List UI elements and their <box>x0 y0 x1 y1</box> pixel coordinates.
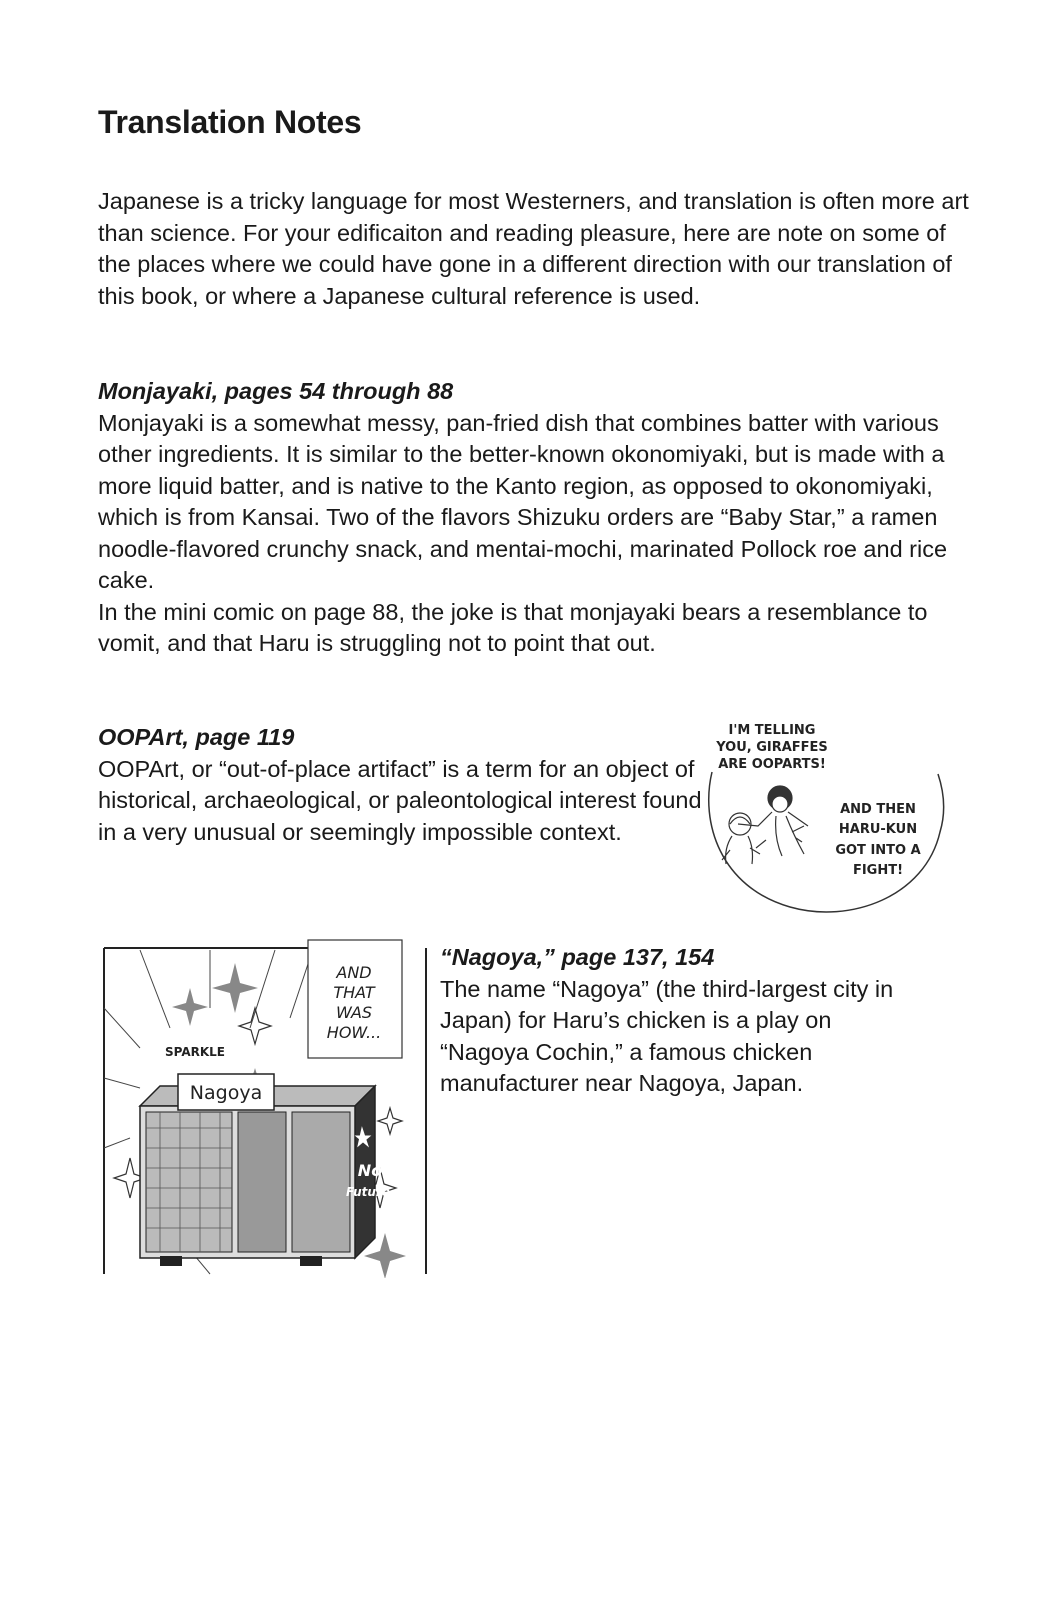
nagoya-comic-panel <box>100 938 430 1278</box>
note-paragraph: The name “Nagoya” (the third-largest city in Japan) for Haru’s chicken is a play on “Nagoya Cochin,” a famous chicken manufacturer near Nagoya, Japan. <box>440 975 894 1096</box>
speech-line: YOU, GIRAFFES <box>716 740 828 755</box>
note-oopart <box>98 722 708 848</box>
note-heading: Monjayaki, pages 54 through 88 <box>98 378 454 404</box>
intro-paragraph: Japanese is a tricky language for most Westerners, and translation is often more art than science. For your edificaiton and reading pleasure, here are note on some of the places where we could have gone in a different direction with our translation of this book, or where a Japanese cultural reference is used. <box>98 188 969 309</box>
caption-line: THAT <box>333 983 375 1002</box>
page-title: Translation Notes <box>98 104 362 140</box>
note-paragraph: In the mini comic on page 88, the joke is that monjayaki bears a resemblance to vomit, and that Haru is struggling not to point that out. <box>98 598 928 656</box>
speech-line: ARE OOPARTS! <box>718 757 826 772</box>
speech-line: AND THEN <box>840 802 916 817</box>
oopart-comic-illustration <box>700 712 950 927</box>
note-monjayaki <box>98 376 968 660</box>
note-paragraph: Monjayaki is a somewhat messy, pan-fried dish that combines batter with various other ingredients. It is similar to the better-known okonomiyaki, but is made with a more liquid batter, and is native to the Kanto region, as opposed to okonomiyaki, which is from Kansai. Two of the flavors Shizuku orders are “Baby Star,” a ramen noodle-flavored crunchy snack, and mentai-mochi, marinated Pollock roe and rice cake. <box>98 409 948 593</box>
note-nagoya <box>440 942 910 1100</box>
graffiti-text: No <box>357 1161 383 1180</box>
speech-line: FIGHT! <box>852 863 904 878</box>
speech-line: GOT INTO A <box>835 843 921 858</box>
speech-line: HARU-KUN <box>838 822 918 837</box>
sfx-text: SPARKLE <box>164 1045 226 1059</box>
nagoya-sign-text: Nagoya <box>189 1082 263 1104</box>
note-heading: OOPArt, page 119 <box>98 724 295 750</box>
chicken-coop-drawing <box>140 1086 390 1266</box>
graffiti-text: Future <box>346 1185 390 1199</box>
caption-line: AND <box>336 963 372 982</box>
note-paragraph: OOPArt, or “out-of-place artifact” is a term for an object of historical, archaeological, or paleontological interest found in a very unusual or seemingly impossible context. <box>98 755 702 845</box>
caption-line: WAS <box>335 1003 373 1022</box>
note-heading: “Nagoya,” page 137, 154 <box>440 944 715 970</box>
characters-sketch <box>722 786 808 864</box>
speech-line: I'M TELLING <box>728 723 816 738</box>
caption-line: HOW... <box>326 1023 382 1042</box>
